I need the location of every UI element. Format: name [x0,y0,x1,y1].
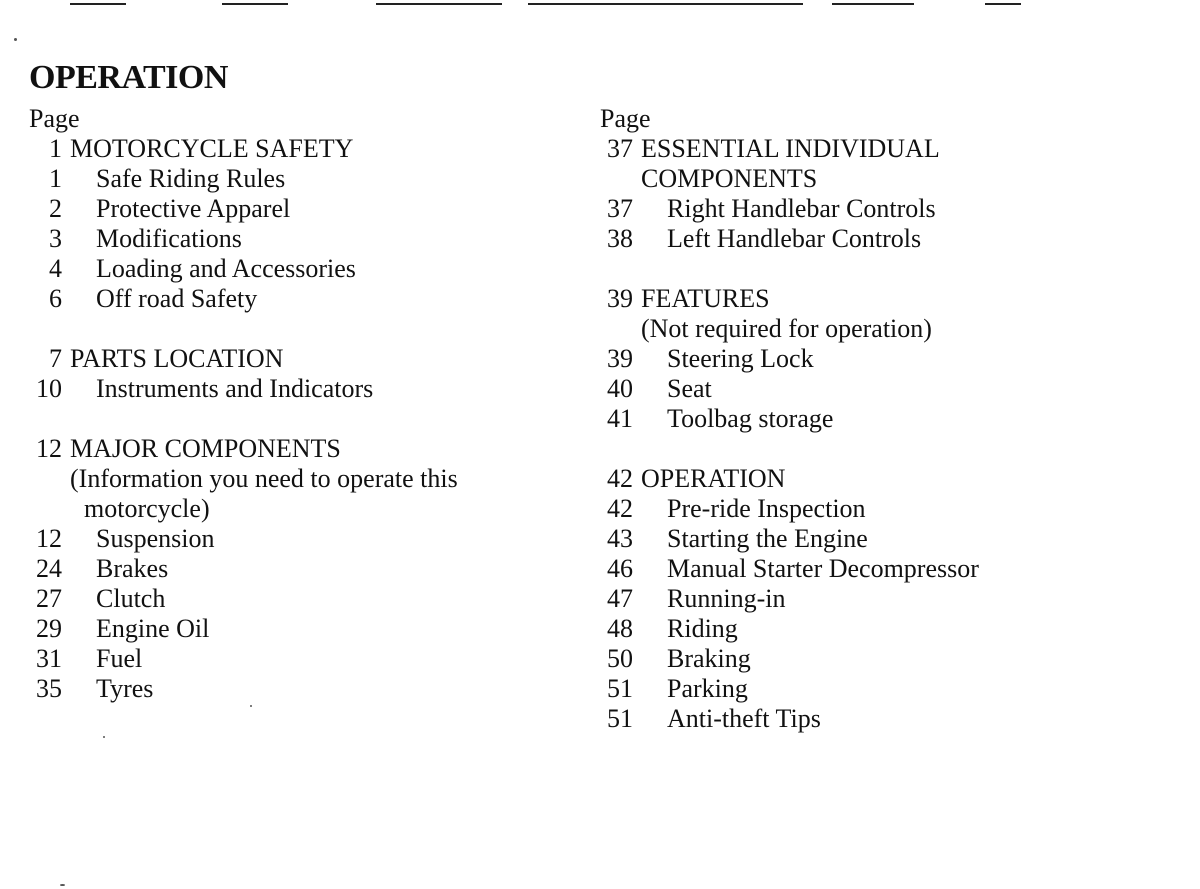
item-label: Parking [667,674,748,703]
page-number: 47 [607,584,633,613]
item-label: Brakes [96,554,169,583]
section-gap [600,434,1160,464]
toc-item[interactable] [600,404,1160,434]
toc-section[interactable] [29,434,569,464]
item-label: Modifications [96,224,242,253]
item-label: Running-in [667,584,786,613]
toc-item[interactable] [600,704,1160,734]
item-label: Riding [667,614,738,643]
toc-item[interactable] [600,194,1160,224]
section-title: MOTORCYCLE SAFETY [70,134,354,163]
page-number: 38 [607,224,633,253]
page-number: 12 [36,434,62,463]
top-border-rules [0,0,1200,6]
toc-item[interactable] [29,374,569,404]
item-label: Starting the Engine [667,524,868,553]
item-label: Anti-theft Tips [667,704,821,733]
page-number: 29 [36,614,62,643]
item-label: Fuel [96,644,143,673]
toc-item[interactable] [600,554,1160,584]
toc-item[interactable] [600,494,1160,524]
item-label: Steering Lock [667,344,814,373]
page-number: 51 [607,674,633,703]
section-title: FEATURES [641,284,770,313]
toc-item[interactable] [29,284,569,314]
toc-right-column [600,104,1160,734]
toc-section[interactable] [600,284,1160,314]
page-number: 41 [607,404,633,433]
item-label: Protective Apparel [96,194,291,223]
item-label: Off road Safety [96,284,258,313]
toc-item[interactable] [600,344,1160,374]
toc-item[interactable] [29,524,569,554]
section-title: PARTS LOCATION [70,344,284,373]
page-number: 6 [49,284,62,313]
toc-item[interactable] [600,524,1160,554]
section-gap [600,254,1160,284]
page-number: 50 [607,644,633,673]
page-number: 40 [607,374,633,403]
page-column-header: Page [29,104,80,133]
section-title: OPERATION [641,464,786,493]
item-label: Suspension [96,524,215,553]
section-title: ESSENTIAL INDIVIDUAL [641,134,940,163]
toc-item[interactable] [29,614,569,644]
toc-item[interactable] [29,644,569,674]
page-number: 1 [49,134,62,163]
section-title: MAJOR COMPONENTS [70,434,341,463]
section-note: motorcycle) [84,494,210,523]
item-label: Clutch [96,584,166,613]
section-title-continued: COMPONENTS [641,164,818,193]
item-label: Engine Oil [96,614,210,643]
page-number: 31 [36,644,62,673]
page-number: 3 [49,224,62,253]
item-label: Loading and Accessories [96,254,356,283]
toc-item[interactable] [29,674,569,704]
toc-item[interactable] [29,224,569,254]
page-number: 12 [36,524,62,553]
toc-item[interactable] [29,164,569,194]
page-number: 10 [36,374,62,403]
section-gap [29,404,569,434]
item-label: Manual Starter Decompressor [667,554,979,583]
item-label: Left Handlebar Controls [667,224,922,253]
toc-left-column [29,104,569,704]
page-number: 39 [607,344,633,373]
scan-speck [60,884,65,886]
page-number: 42 [607,464,633,493]
item-label: Pre-ride Inspection [667,494,866,523]
scan-speck [103,736,105,738]
page-number: 48 [607,614,633,643]
toc-item[interactable] [600,374,1160,404]
page-number: 35 [36,674,62,703]
item-label: Braking [667,644,751,673]
page-number: 37 [607,194,633,223]
toc-item[interactable] [600,674,1160,704]
page-number: 7 [49,344,62,373]
item-label: Seat [667,374,712,403]
page-number: 42 [607,494,633,523]
item-label: Toolbag storage [667,404,834,433]
page-number: 46 [607,554,633,583]
toc-item[interactable] [600,644,1160,674]
scan-speck [250,705,252,707]
page-number: 43 [607,524,633,553]
page-number: 1 [49,164,62,193]
page-number: 24 [36,554,62,583]
toc-section[interactable] [29,344,569,374]
toc-item[interactable] [29,584,569,614]
toc-item[interactable] [600,224,1160,254]
toc-item[interactable] [600,614,1160,644]
page-number: 39 [607,284,633,313]
item-label: Safe Riding Rules [96,164,286,193]
item-label: Instruments and Indicators [96,374,374,403]
page-number: 37 [607,134,633,163]
toc-section[interactable] [29,134,569,164]
section-note: (Not required for operation) [641,314,932,343]
page-title: OPERATION [29,59,228,96]
page-column-header: Page [600,104,651,133]
toc-item[interactable] [29,554,569,584]
page-number: 27 [36,584,62,613]
toc-item[interactable] [29,194,569,224]
page-number: 51 [607,704,633,733]
section-note: (Information you need to operate this [70,464,458,493]
item-label: Right Handlebar Controls [667,194,936,223]
toc-item[interactable] [29,254,569,284]
page-number: 4 [49,254,62,283]
scan-speck [14,38,17,41]
item-label: Tyres [96,674,154,703]
toc-item[interactable] [600,584,1160,614]
toc-section[interactable] [600,464,1160,494]
page-number: 2 [49,194,62,223]
section-gap [29,314,569,344]
toc-section[interactable] [600,134,1160,164]
